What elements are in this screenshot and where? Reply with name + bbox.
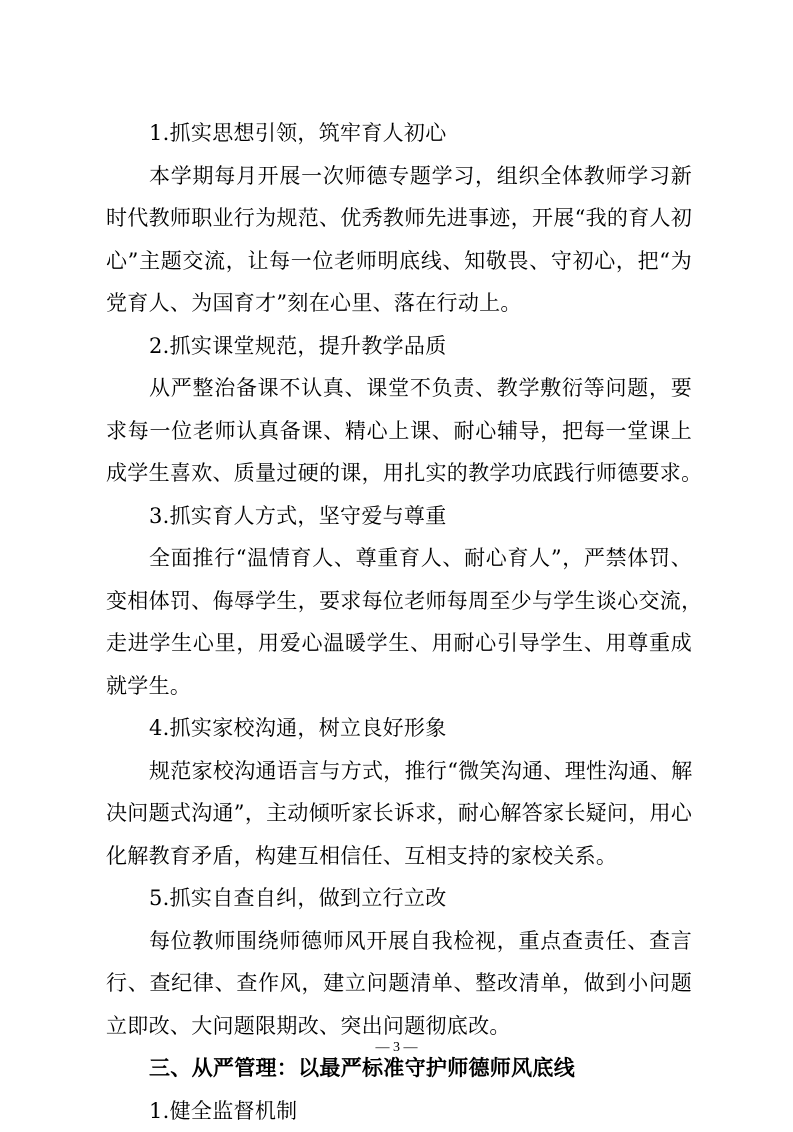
paragraph-4-line-2: 决问题式沟通”，主动倾听家长诉求，耐心解答家长疑问，用心 — [106, 792, 692, 835]
paragraph-4-line-3: 化解教育矛盾，构建互相信任、互相支持的家校关系。 — [106, 835, 692, 878]
paragraph-3-line-2: 变相体罚、侮辱学生，要求每位老师每周至少与学生谈心交流， — [106, 580, 692, 623]
subheading-3: 3.抓实育人方式，坚守爱与尊重 — [106, 495, 692, 538]
paragraph-1-line-4: 党育人、为国育才”刻在心里、落在行动上。 — [106, 282, 692, 325]
paragraph-3-line-3: 走进学生心里，用爱心温暖学生、用耐心引导学生、用尊重成 — [106, 622, 692, 665]
subheading-2: 2.抓实课堂规范，提升教学品质 — [106, 325, 692, 368]
subheading-4: 4.抓实家校沟通，树立良好形象 — [106, 707, 692, 750]
page-number: — 3 — — [0, 1038, 793, 1058]
document-body — [106, 112, 692, 1132]
paragraph-1-line-1: 本学期每月开展一次师德专题学习，组织全体教师学习新 — [106, 155, 692, 198]
paragraph-3-line-1: 全面推行“温情育人、尊重育人、耐心育人”，严禁体罚、 — [106, 537, 692, 580]
section-heading: 三、从严管理：以最严标准守护师德师风底线 — [106, 1047, 692, 1090]
paragraph-1-line-2: 时代教师职业行为规范、优秀教师先进事迹，开展“我的育人初 — [106, 197, 692, 240]
paragraph-5-line-3: 立即改、大问题限期改、突出问题彻底改。 — [106, 1005, 692, 1048]
paragraph-5-line-2: 行、查纪律、查作风，建立问题清单、整改清单，做到小问题 — [106, 962, 692, 1005]
paragraph-5-line-1: 每位教师围绕师德师风开展自我检视，重点查责任、查言 — [106, 920, 692, 963]
paragraph-2-line-2: 求每一位老师认真备课、精心上课、耐心辅导，把每一堂课上 — [106, 410, 692, 453]
subheading-1: 1.抓实思想引领，筑牢育人初心 — [106, 112, 692, 155]
paragraph-2-line-3: 成学生喜欢、质量过硬的课，用扎实的教学功底践行师德要求。 — [106, 452, 692, 495]
subheading-5: 5.抓实自查自纠，做到立行立改 — [106, 877, 692, 920]
paragraph-3-line-4: 就学生。 — [106, 665, 692, 708]
subheading-6: 1.健全监督机制 — [106, 1090, 692, 1132]
paragraph-4-line-1: 规范家校沟通语言与方式，推行“微笑沟通、理性沟通、解 — [106, 750, 692, 793]
paragraph-1-line-3: 心”主题交流，让每一位老师明底线、知敬畏、守初心，把“为 — [106, 240, 692, 283]
paragraph-2-line-1: 从严整治备课不认真、课堂不负责、教学敷衍等问题，要 — [106, 367, 692, 410]
